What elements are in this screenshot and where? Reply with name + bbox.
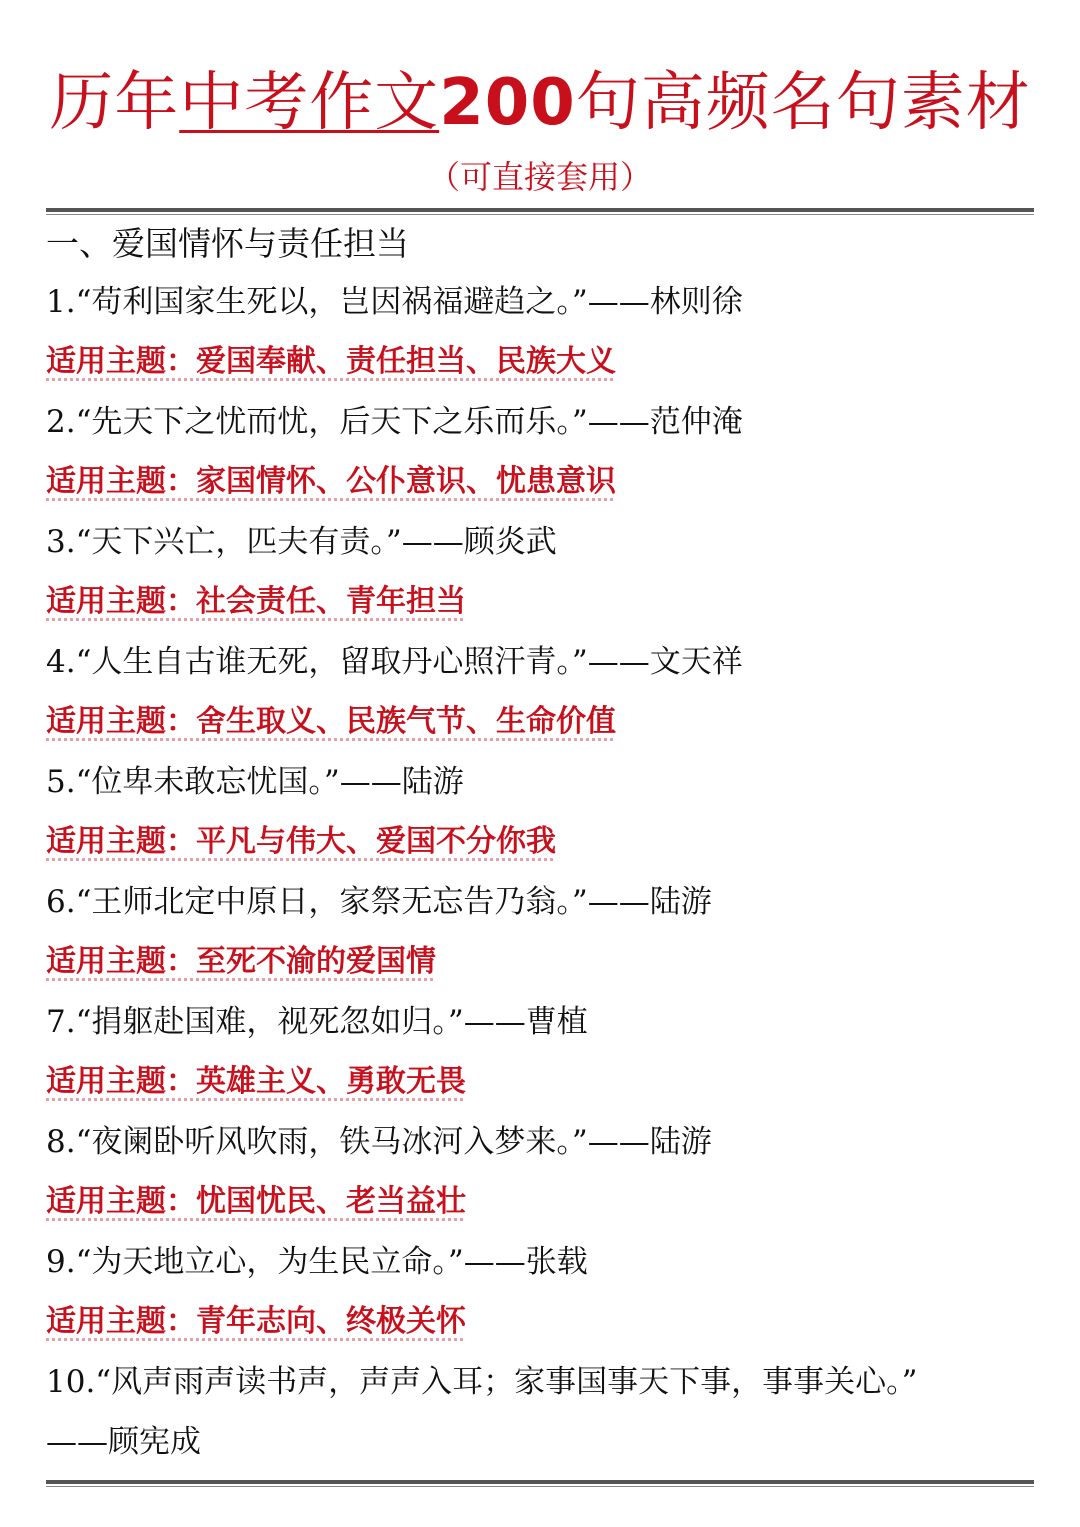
section-heading: 一、爱国情怀与责任担当 bbox=[46, 224, 409, 263]
top-divider bbox=[46, 208, 1034, 215]
quote-4: 4.“人生自古谁无死，留取丹心照汗青。”——文天祥 bbox=[46, 644, 743, 680]
theme-9: 适用主题：青年志向、终极关怀 bbox=[46, 1304, 466, 1339]
theme-3: 适用主题：社会责任、青年担当 bbox=[46, 584, 466, 619]
quote-5: 5.“位卑未敢忘忧国。”——陆游 bbox=[46, 764, 464, 800]
quote-2: 2.“先天下之忧而忧，后天下之乐而乐。”——范仲淹 bbox=[46, 404, 743, 440]
theme-1: 适用主题：爱国奉献、责任担当、民族大义 bbox=[46, 344, 616, 379]
title-part-2: 中考作文 bbox=[179, 66, 440, 140]
theme-2: 适用主题：家国情怀、公仆意识、忧患意识 bbox=[46, 464, 616, 499]
theme-4: 适用主题：舍生取义、民族气节、生命价值 bbox=[46, 704, 616, 739]
quote-8: 8.“夜阑卧听风吹雨，铁马冰河入梦来。”——陆游 bbox=[46, 1124, 712, 1160]
quote-7: 7.“捐躯赴国难，视死忽如归。”——曹植 bbox=[46, 1004, 588, 1040]
theme-7: 适用主题：英雄主义、勇敢无畏 bbox=[46, 1064, 466, 1099]
theme-5: 适用主题：平凡与伟大、爱国不分你我 bbox=[46, 824, 556, 859]
quote-9: 9.“为天地立心，为生民立命。”——张载 bbox=[46, 1244, 588, 1280]
quote-10: 10.“风声雨声读书声，声声入耳；家事国事天下事，事事关心。” bbox=[46, 1364, 918, 1400]
theme-8: 适用主题：忧国忧民、老当益壮 bbox=[46, 1184, 466, 1219]
quote-1: 1.“苟利国家生死以，岂因祸福避趋之。”——林则徐 bbox=[46, 284, 743, 320]
title-part-4: 句高频名句素材 bbox=[575, 66, 1031, 140]
title-part-1: 历年 bbox=[49, 66, 180, 140]
page-subtitle: （可直接套用） bbox=[427, 158, 652, 196]
title-part-3: 200 bbox=[439, 66, 576, 140]
page-title bbox=[0, 58, 1080, 148]
quote-3: 3.“天下兴亡，匹夫有责。”——顾炎武 bbox=[46, 524, 557, 560]
theme-6: 适用主题：至死不渝的爱国情 bbox=[46, 944, 436, 979]
bottom-divider bbox=[46, 1480, 1034, 1487]
section-content bbox=[46, 216, 1034, 1472]
quote-6: 6.“王师北定中原日，家祭无忘告乃翁。”——陆游 bbox=[46, 884, 712, 920]
quote-10-author: ——顾宪成 bbox=[46, 1424, 201, 1460]
